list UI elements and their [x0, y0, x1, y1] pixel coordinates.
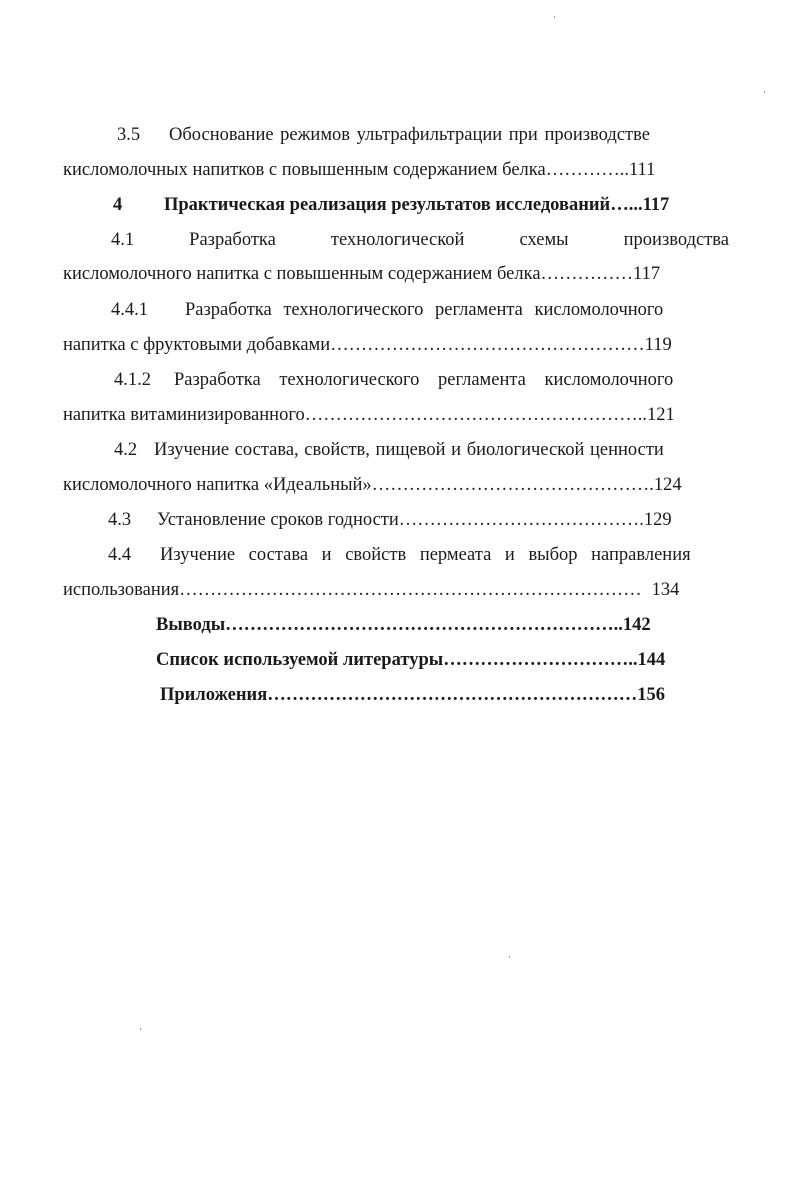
toc-entry-leader: ……………………………………………………….. — [225, 615, 623, 635]
toc-entry-references — [156, 648, 665, 672]
toc-entry-leader: ………………………….. — [443, 650, 638, 670]
toc-entry-page: 124 — [653, 475, 682, 495]
toc-entry-4-1-2-line2 — [63, 403, 675, 427]
scan-speck — [140, 1028, 141, 1030]
toc-entry-page: 156 — [637, 685, 665, 705]
toc-entry-leader: …... — [610, 195, 643, 215]
toc-entry-title-word: схемы — [519, 230, 569, 250]
toc-entry-leader: ………….. — [545, 160, 629, 180]
toc-entry-leader: ………………………………………. — [371, 475, 654, 495]
toc-entry-number: 3.5 — [117, 125, 141, 145]
toc-entry-4-1-line2 — [63, 262, 660, 286]
toc-entry-page: 144 — [637, 650, 666, 670]
toc-entry-title-cont: напитка витаминизированного — [63, 405, 305, 425]
toc-entry-title-cont: кисломолочного напитка с повышенным содержанием белка — [63, 264, 541, 284]
toc-entry-title: Выводы — [156, 615, 226, 635]
toc-entry-title: Приложения — [160, 685, 268, 705]
toc-entry-page: 111 — [628, 160, 656, 180]
toc-entry-page: 129 — [643, 510, 672, 530]
toc-entry-page: 117 — [642, 195, 670, 215]
toc-entry-page: 134 — [651, 580, 680, 600]
toc-entry-number: 4 — [113, 195, 123, 215]
toc-entry-title: Обоснование режимов ультрафильтрации при производстве — [169, 125, 650, 145]
toc-entry-appendices — [160, 683, 665, 707]
toc-entry-4-2-line2 — [63, 473, 682, 497]
toc-entry-number: 4.3 — [108, 510, 132, 530]
toc-entry-page: 119 — [644, 335, 672, 355]
toc-entry-leader: …………… — [540, 264, 634, 284]
toc-entry-page: 117 — [633, 264, 661, 284]
toc-entry-title: Изучение состава и свойств пермеата и выбор направления — [160, 545, 691, 565]
toc-entry-title-word: Разработка — [189, 230, 276, 250]
toc-entry-4-4-1-line1 — [111, 298, 729, 322]
toc-entry-4 — [113, 193, 669, 217]
toc-entry-page: 121 — [646, 405, 675, 425]
toc-entry-4-1-line1 — [111, 228, 729, 252]
toc-entry-3-5-line1 — [117, 123, 729, 147]
toc-entry-title-cont: использования — [63, 580, 180, 600]
toc-entry-title: Разработка технологического регламента кисломолочного — [185, 300, 664, 320]
toc-entry-number: 4.1 — [111, 230, 135, 250]
toc-entry-title-cont: напитка с фруктовыми добавками — [63, 335, 331, 355]
toc-entry-number: 4.4 — [108, 545, 132, 565]
toc-entry-leader: ……………………………………………….. — [304, 405, 647, 425]
scan-speck — [764, 91, 765, 93]
toc-entry-leader: ………………………………………………………………… — [179, 580, 642, 600]
toc-entry-title-cont: кисломолочных напитков с повышенным содержанием белка — [63, 160, 546, 180]
toc-entry-title: Разработка технологического регламента кисломолочного — [174, 370, 674, 390]
toc-entry-title: Изучение состава, свойств, пищевой и биологической ценности — [154, 440, 664, 460]
toc-entry-leader: …………………………………………… — [330, 335, 645, 355]
toc-entry-leader: …………………………………………………… — [267, 685, 638, 705]
toc-entry-4-3 — [108, 508, 672, 532]
toc-entry-4-4-1-line2 — [63, 333, 672, 357]
toc-entry-title-word: технологической — [330, 230, 465, 250]
toc-entry-number: 4.2 — [114, 440, 138, 460]
toc-entry-4-4-line2 — [63, 578, 679, 602]
toc-entry-4-1-2-line1 — [114, 368, 729, 392]
toc-entry-leader: …………………………………. — [398, 510, 644, 530]
toc-entry-page: 142 — [622, 615, 651, 635]
scan-speck — [554, 16, 555, 18]
toc-entry-title: Практическая реализация результатов исследований — [164, 195, 611, 215]
toc-entry-title: Список используемой литературы — [156, 650, 444, 670]
toc-entry-4-2-line1 — [114, 438, 729, 462]
toc-entry-title-cont: кисломолочного напитка «Идеальный» — [63, 475, 372, 495]
scan-speck — [509, 956, 510, 958]
toc-entry-title: Установление сроков годности — [157, 510, 399, 530]
toc-entry-3-5-line2 — [63, 158, 655, 182]
toc-entry-title-word: производства — [623, 230, 729, 250]
toc-entry-number: 4.1.2 — [114, 370, 151, 390]
toc-entry-4-4-line1 — [108, 543, 729, 567]
toc-entry-conclusions — [156, 613, 651, 637]
toc-entry-number: 4.4.1 — [111, 300, 148, 320]
